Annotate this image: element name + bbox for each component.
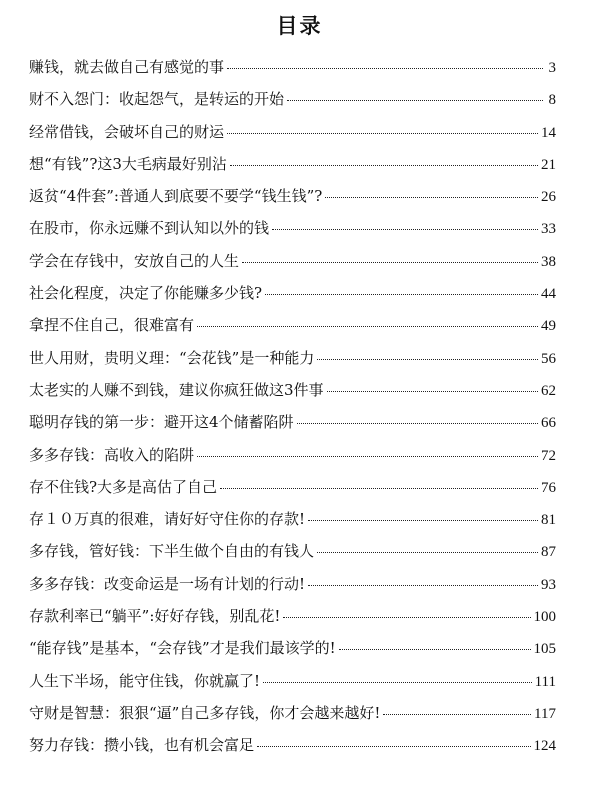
- toc-entry: [29, 148, 556, 180]
- toc-entry-title: 在股市，你永远赚不到认知以外的钱: [29, 219, 270, 238]
- toc-entry-title: 聪明存钱的第一步：避开这4个储蓄陷阱: [29, 413, 294, 432]
- toc-page-number: 124: [533, 738, 556, 755]
- dot-leader: [230, 165, 538, 166]
- toc-entry-title: 想“有钱”?这3大毛病最好别沾: [29, 154, 227, 173]
- toc-entry-title: 人生下半场，能守住钱，你就赢了!: [29, 671, 261, 690]
- toc-page-number: 21: [541, 156, 556, 173]
- toc-page-number: 66: [541, 415, 556, 432]
- toc-entry: [29, 535, 556, 567]
- dot-leader: [263, 682, 532, 683]
- toc-page-number: 72: [541, 447, 556, 464]
- dot-leader: [227, 133, 538, 134]
- dot-leader: [327, 391, 538, 392]
- toc-page-number: 33: [541, 221, 556, 238]
- dot-leader: [287, 100, 543, 101]
- toc-entry: [29, 180, 556, 212]
- toc-page-number: 105: [533, 641, 556, 658]
- toc-entry-title: 赚钱，就去做自己有感觉的事: [29, 58, 225, 76]
- toc-entry-title: “能存钱”是基本，“会存钱”才是我们最该学的!: [29, 639, 336, 658]
- toc-entry-title: 存款利率已“躺平”:好好存钱，别乱花!: [29, 607, 281, 626]
- toc-page-number: 8: [548, 92, 556, 109]
- toc-entry-title: 多存钱，管好钱：下半生做个自由的有钱人: [29, 542, 315, 561]
- toc-page-number: 87: [541, 544, 556, 561]
- toc-entry-title: 经常借钱，会破坏自己的财运: [29, 122, 225, 141]
- toc-entry: [29, 277, 556, 309]
- toc-entry: [29, 51, 556, 83]
- toc-page-number: 81: [541, 512, 556, 529]
- toc-page-number: 3: [548, 60, 556, 76]
- dot-leader: [383, 714, 531, 715]
- dot-leader: [317, 552, 538, 553]
- toc-entry: [29, 568, 556, 600]
- toc-entry-title: 存１０万真的很难，请好好守住你的存款!: [29, 510, 306, 529]
- toc-page-number: 117: [534, 705, 556, 722]
- dot-leader: [220, 488, 538, 489]
- toc-entry-title: 多多存钱：高收入的陷阱: [29, 445, 195, 464]
- toc-entry: [29, 116, 556, 148]
- dot-leader: [283, 617, 530, 618]
- toc-entry-title: 守财是智慧：狠狠“逼”自己多存钱，你才会越来越好!: [29, 703, 381, 722]
- toc-entry: [29, 632, 556, 664]
- toc-entry: [29, 342, 556, 374]
- toc-entry: [29, 665, 556, 697]
- dot-leader: [297, 423, 538, 424]
- toc-page-number: 100: [533, 609, 556, 626]
- toc-entry-title: 存不住钱?大多是高估了自己: [29, 477, 218, 496]
- toc-entry: [29, 471, 556, 503]
- table-of-contents: [29, 51, 556, 762]
- dot-leader: [317, 359, 538, 360]
- dot-leader: [339, 649, 531, 650]
- toc-page-number: 93: [541, 576, 556, 593]
- toc-page-number: 14: [541, 124, 556, 141]
- dot-leader: [325, 197, 538, 198]
- toc-page-number: 38: [541, 253, 556, 270]
- toc-page-number: 49: [541, 318, 556, 335]
- dot-leader: [197, 456, 538, 457]
- toc-entry: [29, 245, 556, 277]
- dot-leader: [308, 585, 538, 586]
- toc-entry: [29, 697, 556, 729]
- toc-entry: [29, 600, 556, 632]
- toc-entry-title: 财不入怨门：收起怨气，是转运的开始: [29, 90, 285, 109]
- toc-page-number: 76: [541, 479, 556, 496]
- toc-page-number: 44: [541, 286, 556, 303]
- dot-leader: [265, 294, 538, 295]
- toc-page-number: 26: [541, 189, 556, 206]
- toc-entry: [29, 374, 556, 406]
- toc-entry-title: 返贫“4件套”:普通人到底要不要学“钱生钱”?: [29, 187, 323, 206]
- toc-entry: [29, 212, 556, 244]
- page-title: 目录: [276, 14, 323, 38]
- toc-entry-title: 拿捏不住自己，很难富有: [29, 316, 195, 335]
- dot-leader: [257, 746, 530, 747]
- toc-entry: [29, 309, 556, 341]
- toc-entry-title: 世人用财，贵明义理：“会花钱”是一种能力: [29, 348, 315, 367]
- toc-entry-title: 多多存钱：改变命运是一场有计划的行动!: [29, 574, 306, 593]
- toc-entry-title: 太老实的人赚不到钱，建议你疯狂做这3件事: [29, 380, 324, 399]
- toc-entry-title: 社会化程度，决定了你能赚多少钱?: [29, 284, 263, 303]
- toc-page-number: 111: [534, 673, 556, 690]
- dot-leader: [272, 229, 538, 230]
- toc-entry: [29, 729, 556, 761]
- toc-entry: [29, 503, 556, 535]
- dot-leader: [242, 262, 538, 263]
- toc-entry: [29, 406, 556, 438]
- toc-entry: [29, 439, 556, 471]
- dot-leader: [227, 68, 543, 69]
- toc-entry-title: 学会在存钱中，安放自己的人生: [29, 251, 240, 270]
- dot-leader: [197, 326, 538, 327]
- toc-entry: [29, 83, 556, 115]
- toc-entry-title: 努力存钱：攒小钱，也有机会富足: [29, 736, 255, 755]
- toc-page-number: 56: [541, 350, 556, 367]
- toc-page-number: 62: [541, 382, 556, 399]
- dot-leader: [308, 520, 538, 521]
